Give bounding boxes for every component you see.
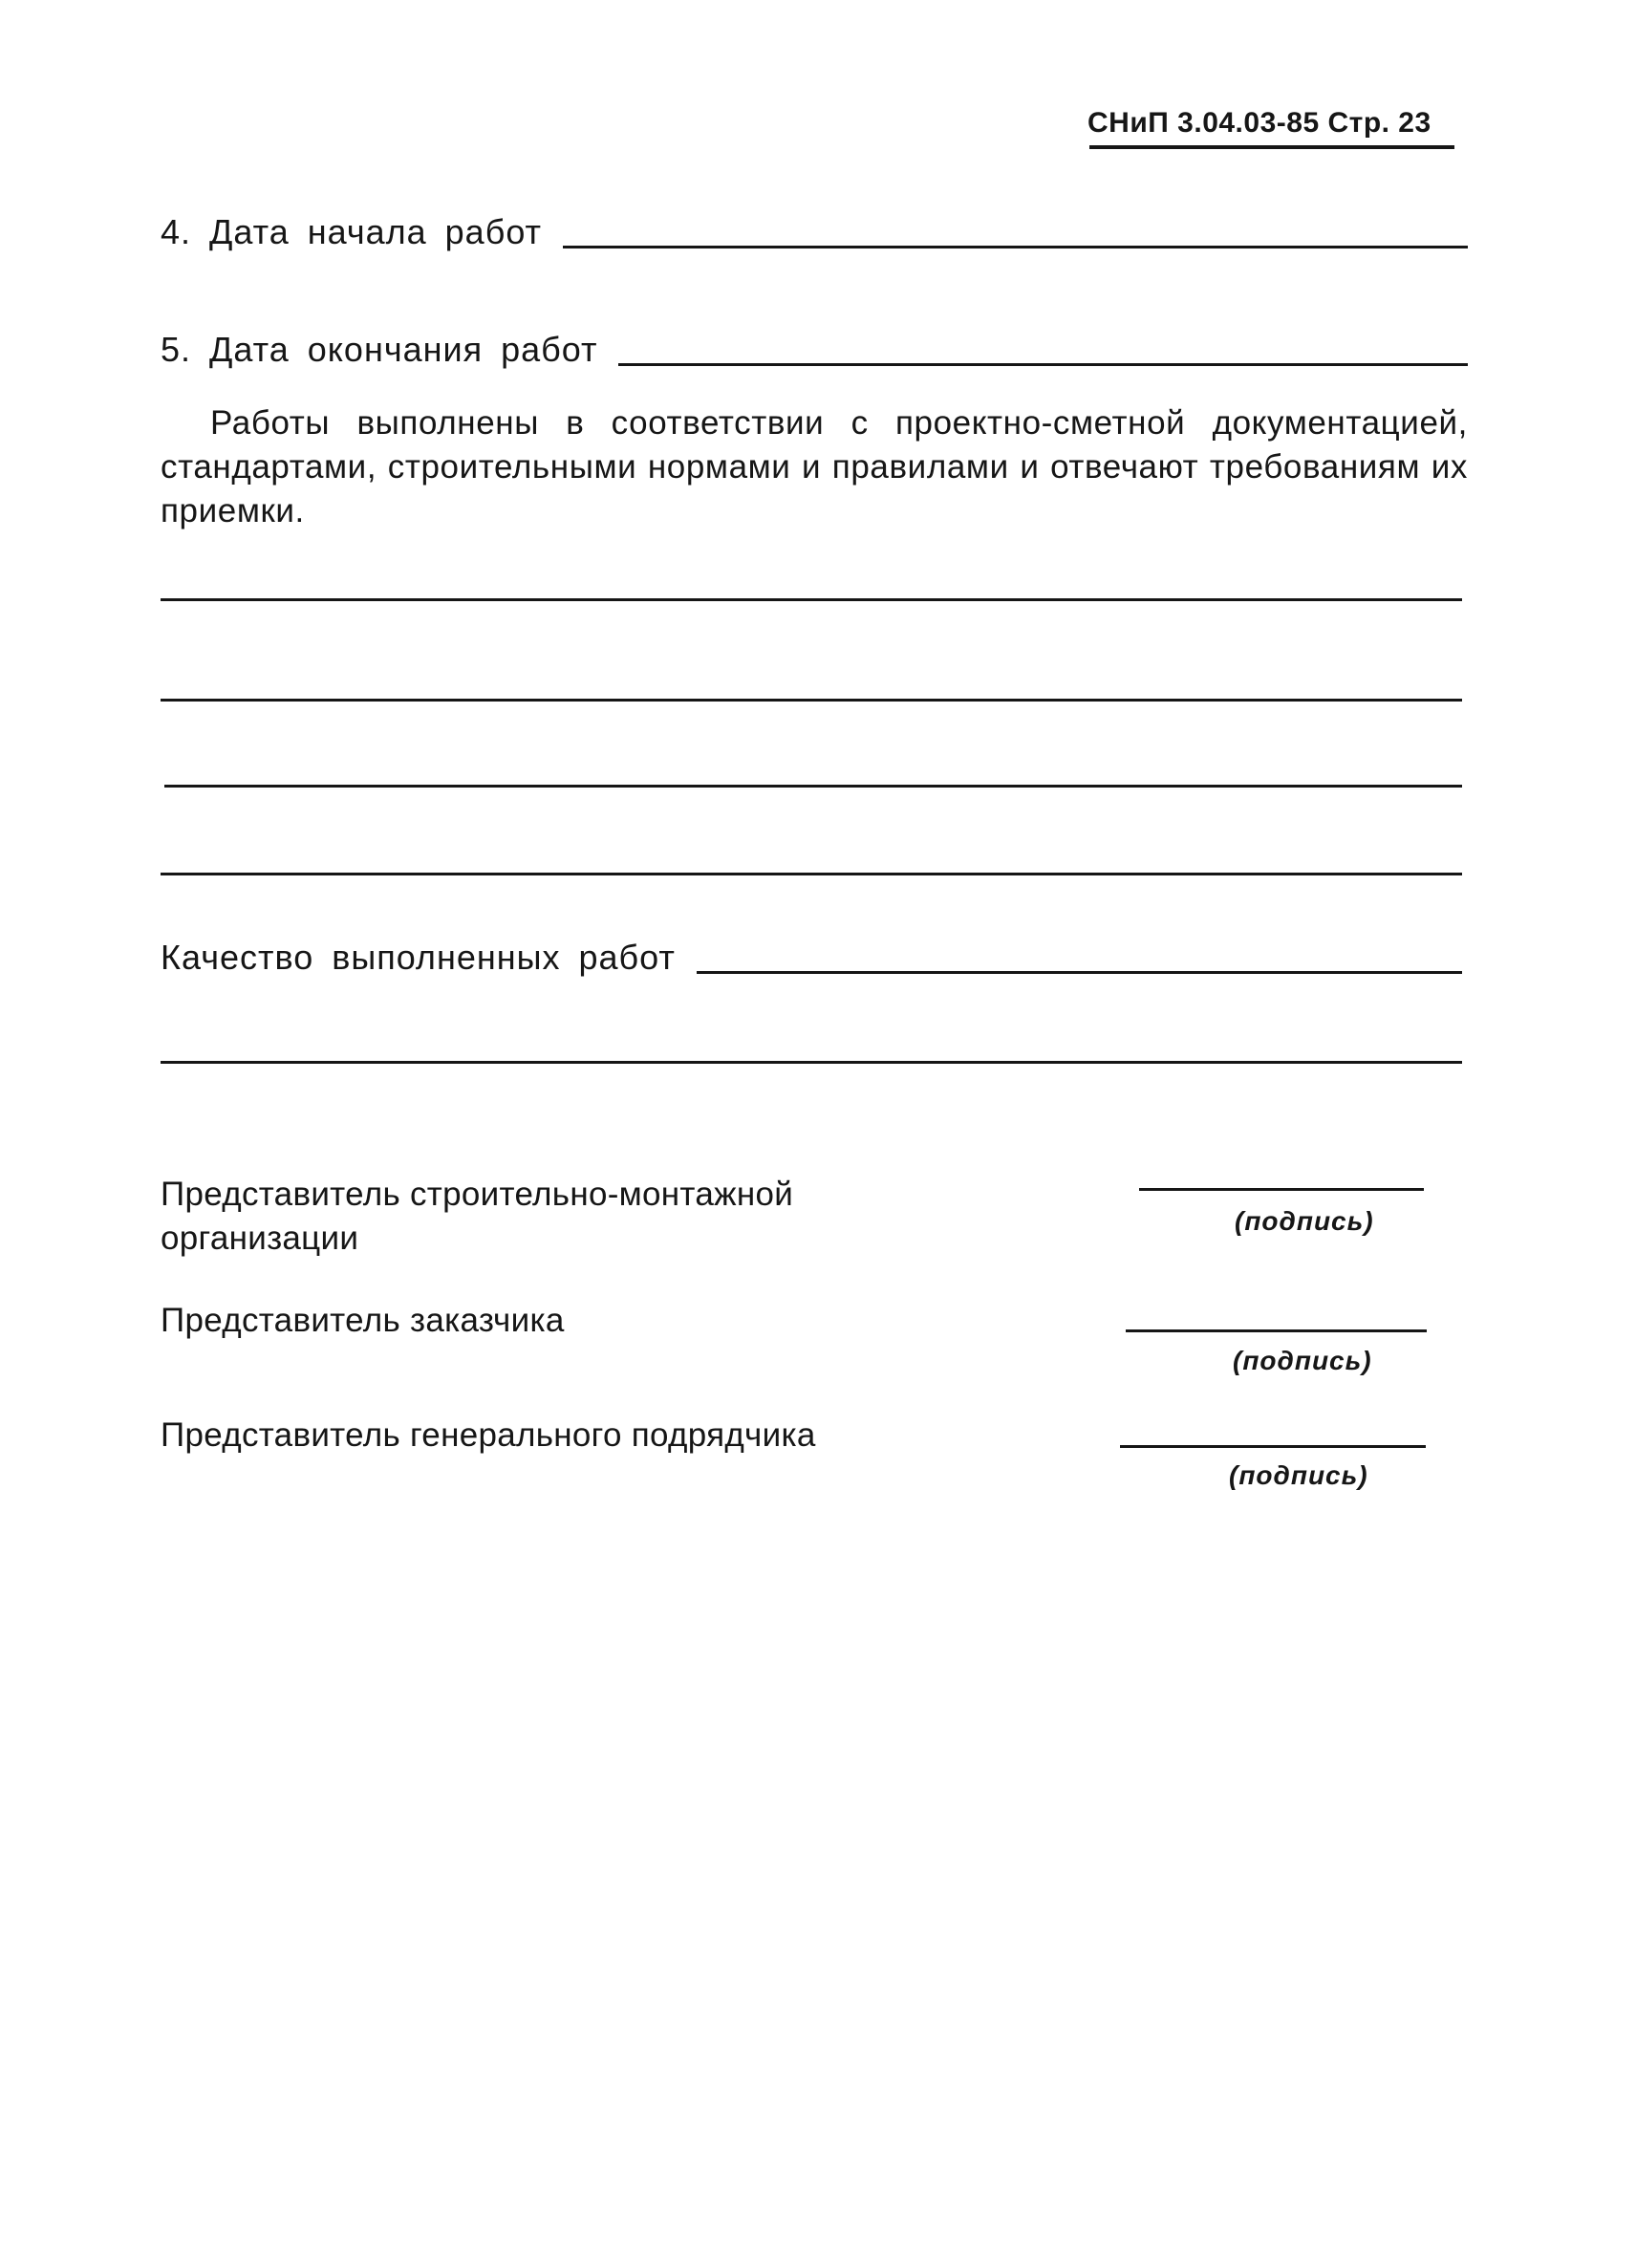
quality-fill-line <box>697 971 1462 974</box>
end-date-field <box>161 330 1468 370</box>
signature-caption: (подпись) <box>1235 1206 1374 1236</box>
page-header: СНиП 3.04.03-85 Стр. 23 <box>1087 107 1432 139</box>
signature-caption: (подпись) <box>1233 1346 1372 1375</box>
general-contractor-rep-label: Представитель генерального подрядчика <box>161 1416 816 1454</box>
quality-label: Качество выполненных работ <box>161 938 676 977</box>
end-date-fill-line <box>618 363 1468 366</box>
end-date-label: 5. Дата окончания работ <box>161 330 598 369</box>
signature-line <box>1139 1188 1424 1191</box>
customer-rep-label: Представитель заказчика <box>161 1302 565 1339</box>
blank-line <box>161 699 1462 702</box>
signature-caption: (подпись) <box>1229 1460 1368 1490</box>
compliance-paragraph: Работы выполнены в соответствии с проектно-сметной документацией, стандартами, строительными нормами и правилами и отвечают требованиям их приемки. <box>161 404 1468 529</box>
construction-rep-label: Представитель строительно-монтажной организации <box>161 1176 794 1257</box>
quality-field <box>161 938 1462 978</box>
blank-line <box>161 598 1462 601</box>
blank-line <box>164 785 1462 788</box>
start-date-fill-line <box>563 246 1468 248</box>
header-underline <box>1089 145 1454 149</box>
signature-line <box>1126 1329 1427 1332</box>
start-date-label: 4. Дата начала работ <box>161 212 543 251</box>
blank-line <box>161 873 1462 875</box>
start-date-field <box>161 212 1468 252</box>
signature-line <box>1120 1445 1426 1448</box>
blank-line <box>161 1061 1462 1064</box>
